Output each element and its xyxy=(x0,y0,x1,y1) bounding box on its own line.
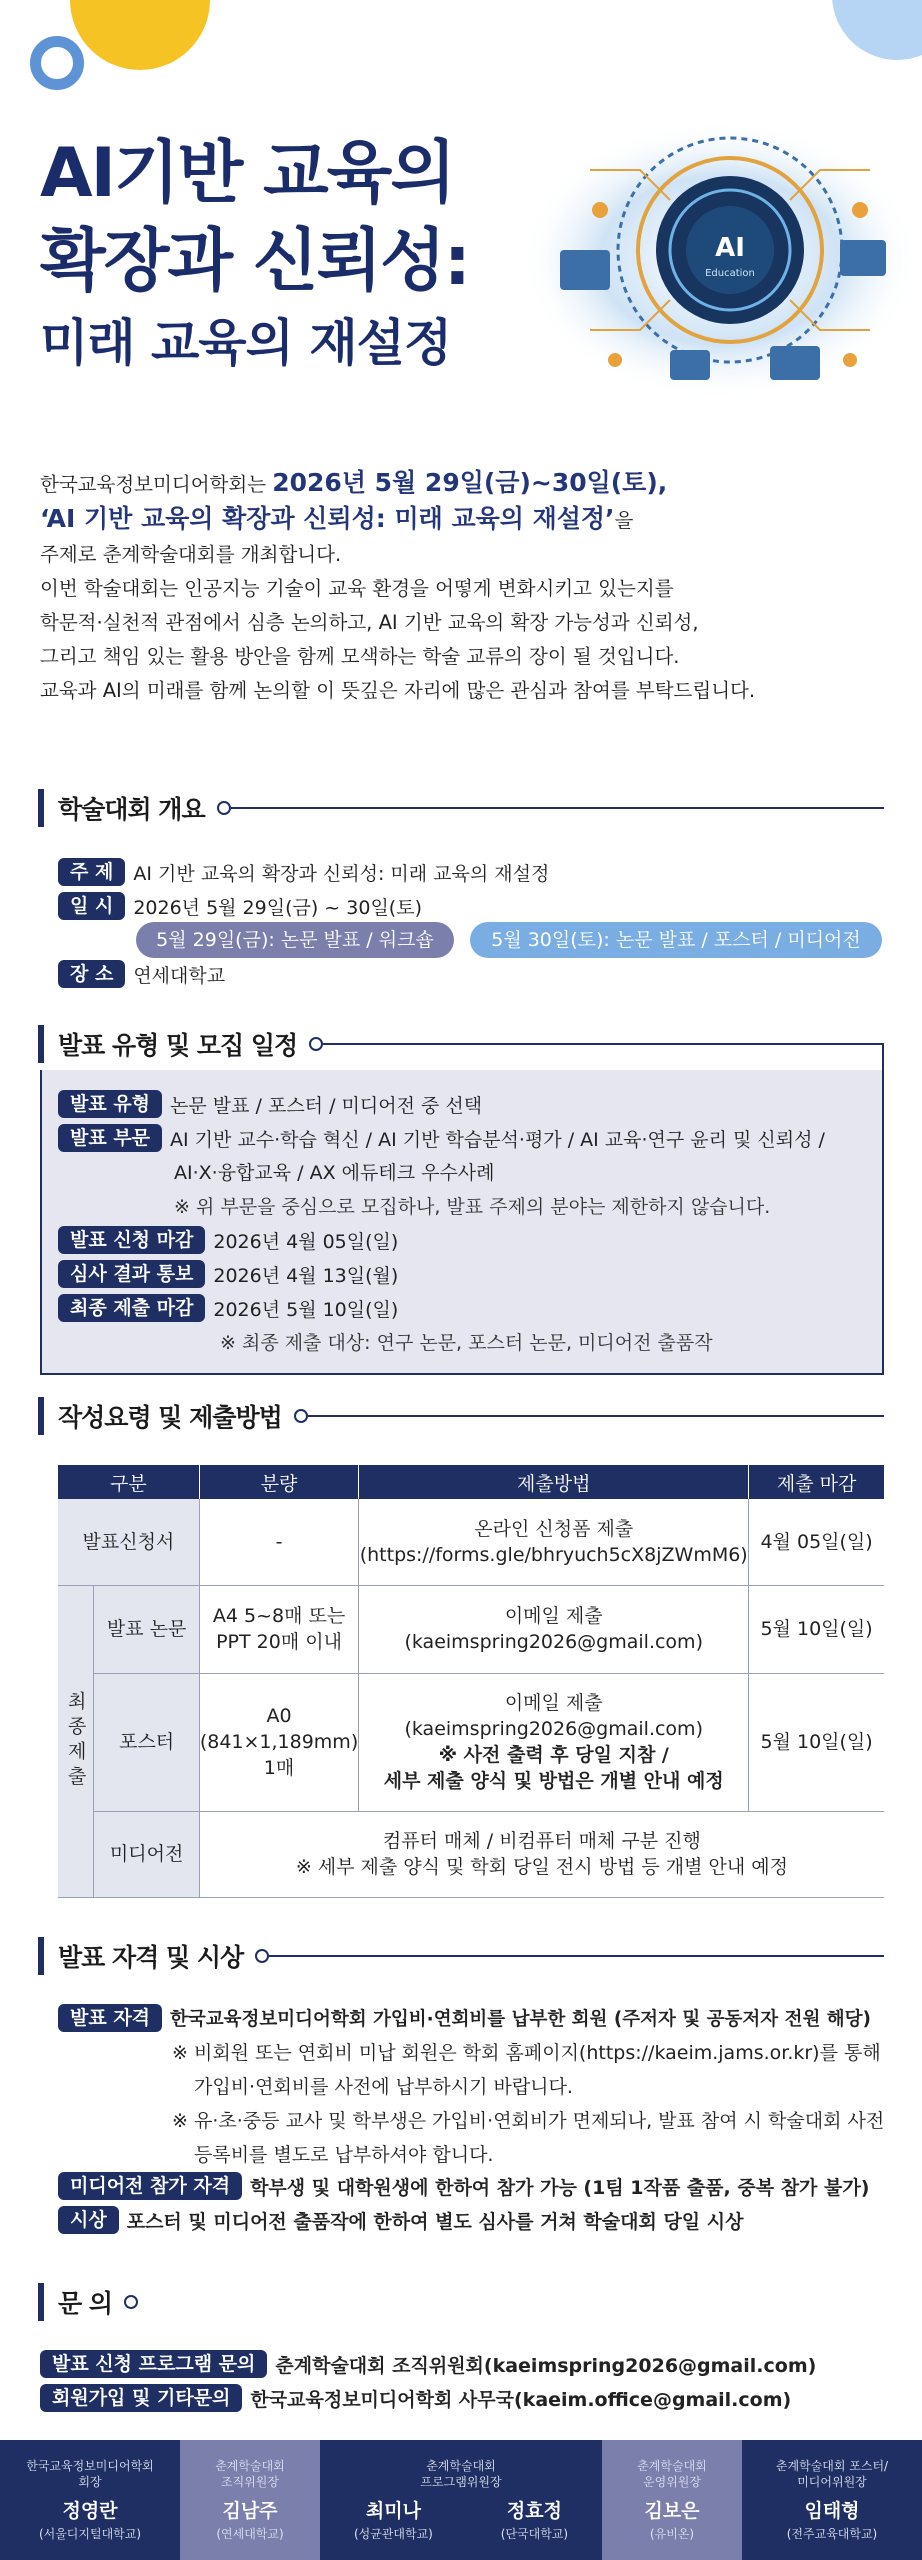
day1-program-pill: 5월 29일(금): 논문 발표 / 워크숍 xyxy=(136,922,454,958)
field-value-line1: AI 기반 교수·학습 혁신 / AI 기반 학습분석·평가 / AI 교육·연구 윤리 및 신뢰성 / xyxy=(170,1128,825,1151)
row-method: 이메일 제출 (kaeimspring2026@gmail.com) xyxy=(359,1585,749,1673)
award-label: 시상 xyxy=(58,2206,119,2234)
heading-dot-icon xyxy=(217,801,231,815)
apply-deadline-value: 2026년 4월 05일(일) xyxy=(213,1230,399,1253)
row-method: 온라인 신청폼 제출 (https://forms.gle/bhryuch5cX8jZWmM6) xyxy=(359,1499,749,1585)
row-label: 포스터 xyxy=(94,1673,199,1811)
section-types-heading xyxy=(38,1024,884,1064)
row-amount: - xyxy=(199,1499,358,1585)
submission-table xyxy=(58,1465,884,1898)
row-deadline: 5월 10일(일) xyxy=(749,1673,884,1811)
heading-dot-icon xyxy=(294,1409,308,1423)
review-label: 심사 결과 통보 xyxy=(58,1260,205,1288)
final-note: ※ 최종 제출 대상: 연구 논문, 포스터 논문, 미디어전 출품작 xyxy=(220,1332,713,1354)
art-ai-label: AI xyxy=(715,233,745,263)
heading-dot-icon xyxy=(309,1037,323,1051)
section-contact-heading xyxy=(38,2282,158,2322)
type-value: 논문 발표 / 포스터 / 미디어전 중 선택 xyxy=(170,1094,483,1117)
table-row xyxy=(58,1811,884,1897)
row-deadline: 4월 05일(일) xyxy=(749,1499,884,1585)
intro-line6: 그리고 책임 있는 활용 방안을 함께 모색하는 학술 교류의 장이 될 것입니다. xyxy=(40,645,680,668)
intro-prefix: 한국교육정보미디어학회는 xyxy=(40,473,273,496)
contact-membership-value: 한국교육정보미디어학회 사무국(kaeim.office@gmail.com) xyxy=(250,2388,792,2411)
media-qualification-row xyxy=(58,2172,869,2200)
heading-dot-icon xyxy=(124,2295,138,2309)
contact-row-membership xyxy=(40,2384,791,2412)
table-header: 분량 xyxy=(199,1465,358,1499)
ai-education-illustration xyxy=(520,110,922,410)
date-value: 2026년 5월 29일(금) ~ 30일(토) xyxy=(133,896,422,919)
qualification-note1b: 가입비·연회비를 사전에 납부하시기 바랍니다. xyxy=(194,2076,573,2098)
overview-place-row xyxy=(58,960,225,988)
hero-banner xyxy=(0,0,922,420)
field-label: 발표 부문 xyxy=(58,1124,162,1152)
hero-title-line1: AI기반 교육의 xyxy=(40,134,455,213)
organizer-program-chairs: 춘계학술대회 프로그램위원장 최미나 (성균관대학교) 정효정 (단국대학교) xyxy=(320,2440,602,2560)
table-header: 제출방법 xyxy=(359,1465,749,1499)
decorative-yellow-circle xyxy=(70,0,210,70)
theme-value: AI 기반 교육의 확장과 신뢰성: 미래 교육의 재설정 xyxy=(133,862,550,885)
media-qualification-label: 미디어전 참가 자격 xyxy=(58,2172,242,2200)
qualification-note1a: ※ 비회원 또는 연회비 미납 회원은 학회 홈페이지(https://kaeim.jams.or.kr)를 통해 xyxy=(172,2042,881,2064)
review-row xyxy=(58,1260,398,1288)
table-row xyxy=(58,1585,884,1673)
section-title: 발표 유형 및 모집 일정 xyxy=(58,1031,298,1060)
qualification-label: 발표 자격 xyxy=(58,2004,162,2032)
final-submission-label: 최종제출 xyxy=(58,1585,94,1897)
art-education-label: Education xyxy=(705,268,755,279)
table-header-row xyxy=(58,1465,884,1499)
qualification-note2b: 등록비를 별도로 납부하셔야 합니다. xyxy=(194,2144,494,2166)
row-deadline: 5월 10일(일) xyxy=(749,1585,884,1673)
section-title: 작성요령 및 제출방법 xyxy=(58,1403,282,1432)
section-submission-heading xyxy=(38,1396,884,1436)
overview-theme-row xyxy=(58,858,549,886)
final-deadline-label: 최종 제출 마감 xyxy=(58,1294,205,1322)
section-title: 문 의 xyxy=(58,2289,113,2318)
row-label: 발표 논문 xyxy=(94,1585,199,1673)
place-label: 장 소 xyxy=(58,960,125,988)
section-title: 발표 자격 및 시상 xyxy=(58,1943,244,1972)
type-label: 발표 유형 xyxy=(58,1090,162,1118)
intro-theme-highlight: ‘AI 기반 교육의 확장과 신뢰성: 미래 교육의 재설정’ xyxy=(40,504,615,533)
organizer-president: 한국교육정보미디어학회 회장 정영란 (서울디지털대학교) xyxy=(0,2440,180,2560)
final-deadline-value: 2026년 5월 10일(일) xyxy=(213,1298,399,1321)
table-row xyxy=(58,1673,884,1811)
contact-membership-label: 회원가입 및 기타문의 xyxy=(40,2384,242,2412)
review-value: 2026년 4월 13일(월) xyxy=(213,1264,399,1287)
qualification-row xyxy=(58,2004,871,2032)
intro-line3: 주제로 춘계학술대회를 개최합니다. xyxy=(40,543,342,566)
field-value-line2: AI·X·융합교육 / AX 에듀테크 우수사례 xyxy=(174,1162,495,1184)
qualification-value: 한국교육정보미디어학회 가입비·연회비를 납부한 회원 (주저자 및 공동저자 전원 해당) xyxy=(170,2009,871,2030)
organizer-committee-chair: 춘계학술대회 조직위원장 김남주 (연세대학교) xyxy=(180,2440,320,2560)
section-title: 학술대회 개요 xyxy=(58,795,205,824)
table-header: 구분 xyxy=(58,1465,199,1499)
intro-theme-suffix: 을 xyxy=(614,509,634,532)
section-qualification-heading xyxy=(38,1936,884,1976)
date-label: 일 시 xyxy=(58,892,125,920)
intro-line4: 이번 학술대회는 인공지능 기술이 교육 환경을 어떻게 변화시키고 있는지를 xyxy=(40,577,674,600)
organizer-poster-media-chair: 춘계학술대회 포스터/ 미디어위원장 임태형 (전주교육대학교) xyxy=(742,2440,922,2560)
intro-line5: 학문적·실천적 관점에서 심층 논의하고, AI 기반 교육의 확장 가능성과 신뢰성, xyxy=(40,611,699,634)
table-header: 제출 마감 xyxy=(749,1465,884,1499)
intro-date-highlight: 2026년 5월 29일(금)~30일(토), xyxy=(272,468,668,497)
contact-program-value: 춘계학술대회 조직위원회(kaeimspring2026@gmail.com) xyxy=(275,2354,817,2377)
section-overview-heading xyxy=(38,788,884,828)
place-value: 연세대학교 xyxy=(133,964,226,987)
final-deadline-row xyxy=(58,1294,398,1322)
row-amount: A4 5~8매 또는 PPT 20매 이내 xyxy=(199,1585,358,1673)
decorative-light-blue-circle xyxy=(832,0,922,60)
apply-deadline-row xyxy=(58,1226,398,1254)
table-row xyxy=(58,1499,884,1585)
field-note: ※ 위 부문을 중심으로 모집하나, 발표 주제의 분야는 제한하지 않습니다. xyxy=(174,1196,771,1218)
row-label: 미디어전 xyxy=(94,1811,199,1897)
row-label: 발표신청서 xyxy=(58,1499,199,1585)
decorative-blue-ring xyxy=(30,36,84,90)
hero-title-line3: 미래 교육의 재설정 xyxy=(40,314,452,372)
award-row xyxy=(58,2206,744,2234)
contact-program-label: 발표 신청 프로그램 문의 xyxy=(40,2350,267,2378)
hero-title-line2: 확장과 신뢰성: xyxy=(40,222,469,301)
row-method: 이메일 제출 (kaeimspring2026@gmail.com) ※ 사전 출력 후 당일 지참 / 세부 제출 양식 및 방법은 개별 안내 예정 xyxy=(359,1673,749,1811)
qualification-note2a: ※ 유·초·중등 교사 및 학부생은 가입비·연회비가 면제되나, 발표 참여 시 학술대회 사전 xyxy=(172,2110,885,2132)
intro-line7: 교육과 AI의 미래를 함께 논의할 이 뜻깊은 자리에 많은 관심과 참여를 부탁드립니다. xyxy=(40,679,756,702)
heading-dot-icon xyxy=(255,1949,269,1963)
day2-program-pill: 5월 30일(토): 논문 발표 / 포스터 / 미디어전 xyxy=(470,922,882,958)
row-method: 컴퓨터 매체 / 비컴퓨터 매체 구분 진행 ※ 세부 제출 양식 및 학회 당일 전시 방법 등 개별 안내 예정 xyxy=(199,1811,884,1897)
type-row xyxy=(58,1090,482,1118)
award-value: 포스터 및 미디어전 출품작에 한하여 별도 심사를 거쳐 학술대회 당일 시상 xyxy=(126,2210,744,2233)
overview-date-row xyxy=(58,892,422,920)
hero-title xyxy=(40,130,600,378)
apply-deadline-label: 발표 신청 마감 xyxy=(58,1226,205,1254)
theme-label: 주 제 xyxy=(58,858,125,886)
row-amount: A0 (841×1,189mm) 1매 xyxy=(199,1673,358,1811)
organizers-footer xyxy=(0,2440,922,2560)
media-qualification-value: 학부생 및 대학원생에 한하여 참가 가능 (1팀 1작품 출품, 중복 참가 불가) xyxy=(250,2176,870,2199)
contact-row-program xyxy=(40,2350,816,2378)
field-row xyxy=(58,1124,825,1152)
intro-paragraph xyxy=(40,466,890,708)
organizer-operations-chair: 춘계학술대회 운영위원장 김보은 (유비온) xyxy=(602,2440,742,2560)
